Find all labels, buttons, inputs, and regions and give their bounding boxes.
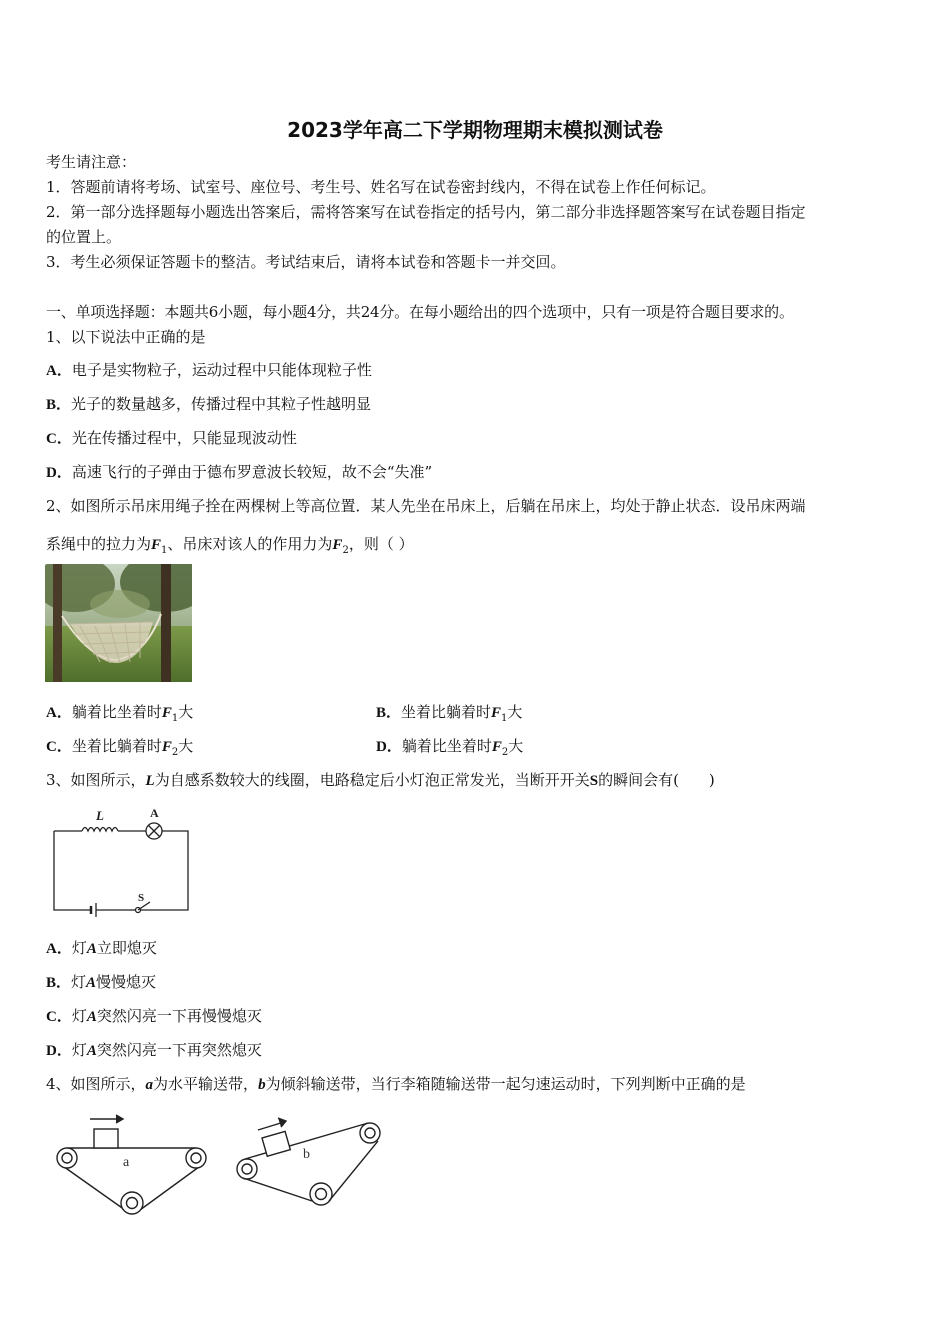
notice-item-2-cont: 的位置上。: [46, 228, 122, 246]
belt-a: [57, 1115, 206, 1214]
q2-option-c: [46, 736, 193, 763]
force-symbol: F: [491, 705, 502, 721]
force-subscript: 1: [501, 713, 508, 724]
option-text: 大: [178, 703, 194, 721]
q2-stem-line1: 2、如图所示吊床用绳子拴在两棵树上等高位置．某人先坐在吊床上，后躺在吊床上，均处于静止状态．设吊床两端: [46, 497, 806, 515]
option-text: 大: [508, 737, 524, 755]
force-symbol: F: [161, 739, 172, 755]
option-letter: A．: [46, 363, 72, 379]
q2-stem-part: 、吊床对该人的作用力为: [167, 535, 333, 553]
q2-stem-part: 系绳中的拉力为: [46, 535, 152, 553]
q3-stem: [46, 770, 715, 791]
option-text: 电子是实物粒子，运动过程中只能体现粒子性: [71, 361, 372, 379]
option-text: 突然闪亮一下再慢慢熄灭: [96, 1007, 262, 1025]
f2-symbol: F: [332, 537, 343, 553]
force-subscript: 2: [171, 747, 179, 758]
option-letter: D．: [46, 1043, 72, 1059]
option-letter: A．: [46, 941, 72, 957]
option-letter: C．: [46, 739, 72, 755]
option-text: 光在传播过程中，只能显现波动性: [71, 429, 297, 447]
section-heading: 一、单项选择题：本题共6小题，每小题4分，共24分。在每小题给出的四个选项中，只有一项是符合题目要求的。: [46, 303, 794, 321]
inductor-symbol: L: [145, 773, 155, 789]
notice-heading: 考生请注意：: [46, 153, 137, 171]
option-text: 灯: [71, 939, 87, 957]
q1-option-b: [46, 394, 371, 415]
f2-subscript: 2: [342, 545, 349, 556]
q2-stem-line2: [46, 534, 414, 561]
q3-option-a: [46, 938, 157, 959]
q2-option-a: [46, 702, 193, 729]
page-title: 2023学年高二下学期物理期末模拟测试卷: [287, 118, 663, 142]
conveyor-svg: [50, 1108, 390, 1226]
option-text: 灯: [71, 973, 87, 991]
lamp-cross: [148, 825, 160, 837]
inductor-label: L: [96, 808, 104, 823]
q4-stem-part: 为倾斜输送带，当行李箱随输送带一起匀速运动时，下列判断中正确的是: [265, 1075, 746, 1093]
q1-option-a: [46, 360, 372, 381]
q1-option-d: [46, 462, 432, 483]
switch-label: S: [138, 892, 145, 904]
belt-b-label: b: [303, 1147, 310, 1162]
hammock-photo: [45, 564, 192, 682]
belt-a-label: a: [123, 1155, 130, 1170]
circuit-svg: [46, 802, 196, 920]
option-text: 坐着比躺着时: [71, 737, 162, 755]
q3-option-d: [46, 1040, 262, 1061]
option-letter: D．: [376, 739, 402, 755]
notice-item-1: 1．答题前请将考场、试室号、座位号、考生号、姓名写在试卷密封线内，不得在试卷上作任何标记。: [46, 178, 716, 196]
belt-b-symbol: b: [258, 1077, 266, 1093]
option-text: 立即熄灭: [96, 939, 157, 957]
option-text: 慢慢熄灭: [96, 973, 157, 991]
circuit-diagram: [46, 802, 196, 920]
lamp-symbol: A: [86, 1009, 97, 1025]
q1-stem: 1、以下说法中正确的是: [46, 328, 206, 346]
q3-option-c: [46, 1006, 262, 1027]
option-text: 大: [178, 737, 194, 755]
option-letter: C．: [46, 431, 72, 447]
option-letter: B．: [46, 975, 72, 991]
option-text: 坐着比躺着时: [401, 703, 492, 721]
notice-item-3: 3．考生必须保证答题卡的整洁。考试结束后，请将本试卷和答题卡一并交回。: [46, 253, 566, 271]
force-symbol: F: [161, 705, 172, 721]
q2-option-b: [376, 702, 522, 729]
option-text: 躺着比坐着时: [71, 703, 162, 721]
q3-stem-part: 的瞬间会有( ): [598, 771, 715, 789]
q3-option-b: [46, 972, 156, 993]
belt-a-symbol: a: [145, 1077, 154, 1093]
wire: [54, 831, 91, 910]
q1-option-c: [46, 428, 297, 449]
q2-option-d: [376, 736, 523, 763]
suitcase-a: [94, 1129, 118, 1148]
lamp-symbol: A: [86, 1043, 97, 1059]
q3-stem-part: 3、如图所示，: [46, 771, 146, 789]
lamp-symbol: A: [86, 941, 97, 957]
inductor-coil: [82, 828, 118, 832]
option-text: 灯: [71, 1041, 87, 1059]
option-text: 突然闪亮一下再突然熄灭: [96, 1041, 262, 1059]
option-text: 灯: [71, 1007, 87, 1025]
option-text: 躺着比坐着时: [401, 737, 492, 755]
option-letter: B．: [46, 397, 72, 413]
q4-stem-part: 为水平输送带，: [153, 1075, 259, 1093]
option-letter: D．: [46, 465, 72, 481]
switch-symbol: S: [589, 773, 599, 789]
q4-stem-part: 4、如图所示，: [46, 1075, 146, 1093]
option-letter: B．: [376, 705, 402, 721]
option-text: 高速飞行的子弹由于德布罗意波长较短，故不会“失准”: [71, 463, 433, 481]
force-subscript: 1: [171, 713, 179, 724]
suitcase-b: [262, 1131, 290, 1156]
hammock-illustration: [45, 564, 192, 682]
option-letter: A．: [46, 705, 72, 721]
option-letter: C．: [46, 1009, 72, 1025]
f1-subscript: 1: [161, 545, 168, 556]
f1-symbol: F: [151, 537, 162, 553]
q4-stem: [46, 1074, 746, 1095]
q2-stem-part: ，则（ ）: [348, 535, 414, 553]
option-text: 大: [507, 703, 523, 721]
conveyor-diagram: [50, 1108, 390, 1226]
wire: [141, 831, 188, 910]
option-text: 光子的数量越多，传播过程中其粒子性越明显: [71, 395, 372, 413]
lamp-label: A: [150, 806, 159, 820]
force-symbol: F: [491, 739, 502, 755]
lamp-symbol: A: [86, 975, 97, 991]
q3-stem-part: 为自感系数较大的线圈，电路稳定后小灯泡正常发光，当断开开关: [154, 771, 590, 789]
force-subscript: 2: [501, 747, 509, 758]
notice-item-2: 2．第一部分选择题每小题选出答案后，需将答案写在试卷指定的括号内，第二部分非选择题答案写在试卷题目指定: [46, 203, 806, 221]
